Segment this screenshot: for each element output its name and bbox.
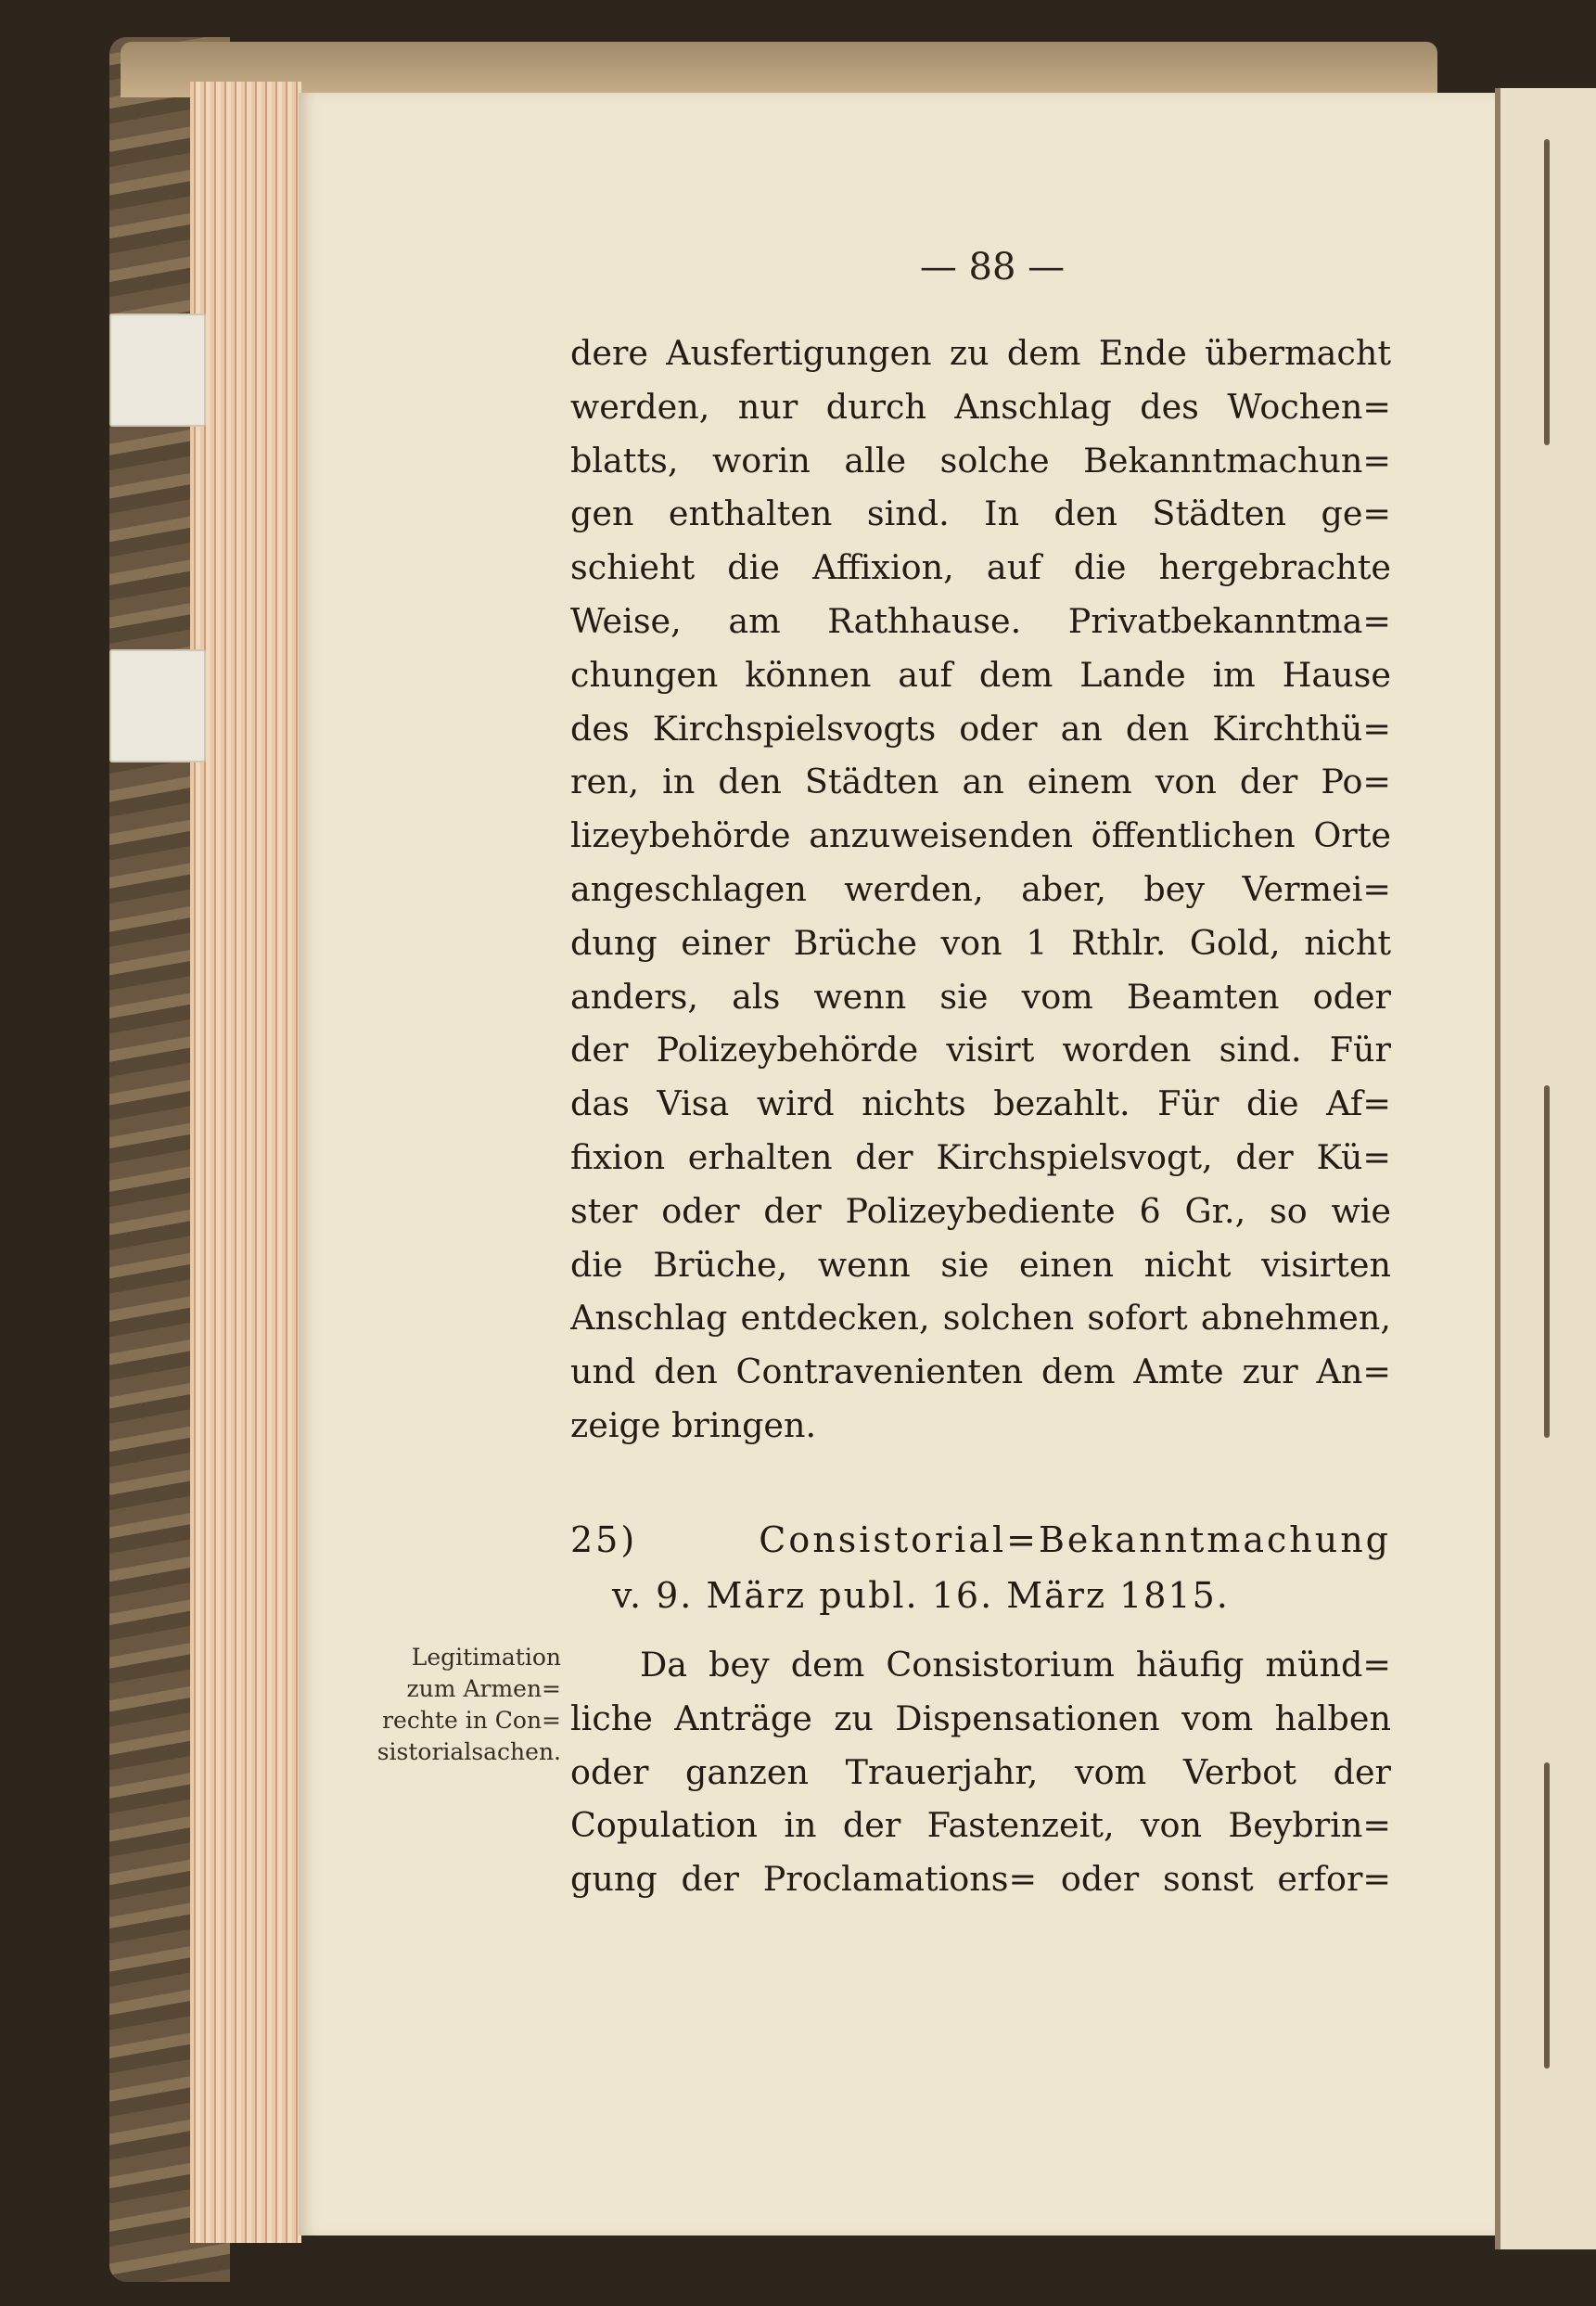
text-line: dere Ausfertigungen zu dem Ende übermacht (570, 333, 1391, 373)
text-line: blatts, worin alle solche Bekanntmachun= (570, 440, 1391, 480)
text-line: Anschlag entdecken, solchen sofort abnehmen, (570, 1298, 1391, 1339)
text-line: das Visa wird nichts bezahlt. Für die Af= (570, 1083, 1391, 1124)
text-line: zeige bringen. (570, 1404, 817, 1445)
text-line: der Polizeybehörde visirt worden sind. Für (570, 1030, 1391, 1070)
text-line: Weise, am Rathhause. Privatbekanntma= (570, 600, 1391, 641)
text-line: die Brüche, wenn sie einen nicht visirten (570, 1244, 1391, 1285)
margin-note (343, 1642, 561, 1768)
text-line: ren, in den Städten an einem von der Po= (570, 762, 1391, 802)
page-edges (190, 82, 301, 2243)
section-heading (570, 1512, 1391, 1623)
text-line: Da bey dem Consistorium häufig münd= (640, 1645, 1391, 1685)
text-line: anders, als wenn sie vom Beamten oder (570, 976, 1391, 1017)
text-line: gen enthalten sind. In den Städten ge= (570, 493, 1391, 534)
text-line: lizeybehörde anzuweisenden öffentlichen Orte (570, 815, 1391, 856)
text-line: chungen können auf dem Lande im Hause (570, 654, 1391, 695)
text-line: fixion erhalten der Kirchspielsvogt, der Kü= (570, 1136, 1391, 1177)
cover-top-edge (121, 42, 1437, 97)
text-line: Copulation in der Fastenzeit, von Beybrin= (570, 1805, 1391, 1846)
main-paragraph (570, 327, 1391, 1453)
margin-note-line: sistorialsachen. (377, 1738, 561, 1765)
binding-thread (1544, 1762, 1550, 2069)
binding-thread (1544, 139, 1550, 445)
text-line: angeschlagen werden, aber, bey Vermei= (570, 868, 1391, 909)
margin-note-line: zum Armen= (406, 1675, 561, 1702)
binding-thread (1544, 1085, 1550, 1438)
text-line: und den Contravenienten dem Amte zur An= (570, 1352, 1391, 1392)
margin-note-line: Legitimation (411, 1644, 561, 1671)
text-line: des Kirchspielsvogts oder an den Kirchthü= (570, 708, 1391, 749)
text-line: liche Anträge zu Dispensationen vom halben (570, 1697, 1391, 1738)
text-line: gung der Proclamations= oder sonst erfor= (570, 1859, 1391, 1900)
text-line: schieht die Affixion, auf die hergebrachte (570, 547, 1391, 588)
section-date: v. 9. März publ. 16. März 1815. (612, 1575, 1230, 1616)
text-line: dung einer Brüche von 1 Rthlr. Gold, nicht (570, 922, 1391, 963)
page-number-header: — 88 — (919, 246, 1066, 288)
text-line: werden, nur durch Anschlag des Wochen= (570, 386, 1391, 427)
text-line: ster oder der Polizeybediente 6 Gr., so wie (570, 1190, 1391, 1231)
section-title: 25) Consistorial=Bekanntmachung (570, 1519, 1391, 1560)
margin-note-line: rechte in Con= (382, 1707, 561, 1734)
text-line: oder ganzen Trauerjahr, vom Verbot der (570, 1751, 1391, 1792)
paper-tab (109, 649, 206, 762)
section-paragraph (570, 1638, 1391, 1906)
paper-tab (109, 314, 206, 427)
